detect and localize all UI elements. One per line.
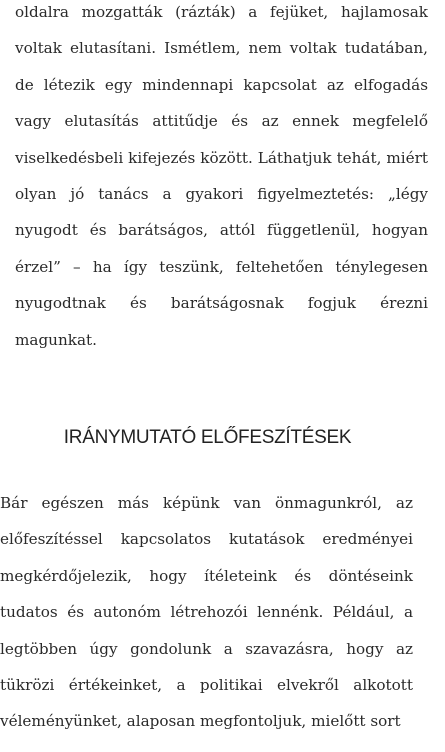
section-heading: IRÁNYMUTATÓ ELŐFESZÍTÉSEK [63, 427, 352, 448]
paragraph: oldalra mozgatták (rázták) a fejüket, hajlamosak voltak elutasítani. Ismétlem, nem voltak tudatában, de létezik egy mindennapi kapcsolat az elfogadás vagy elutasítás attitűdje és az ennek megfelelő viselkedésbeli kifejezés között. Láthatjuk tehát, miért olyan jó tanács a gyakori figyelmeztetés: „légy nyugodt és barátságos, attól függetlenül, hogyan érzel” – ha így teszünk, feltehetően ténylegesen nyugodtnak és barátságosnak fogjuk érezni magunkat. [15, 3, 428, 349]
paragraph: Bár egészen más képünk van önmagunkról, az előfeszítéssel kapcsolatos kutatások eredményei megkérdőjelezik, hogy ítéleteink és döntéseink tudatos és autonóm létrehozói lennénk. Például, a legtöbben úgy gondolunk a szavazásra, hogy az tükrözi értékeinket, a politikai elvekről alkotott véleményünket, alaposan megfontoljuk, mielőtt sort [0, 494, 413, 731]
article-body [15, 0, 428, 358]
article-body-continued [0, 485, 413, 740]
